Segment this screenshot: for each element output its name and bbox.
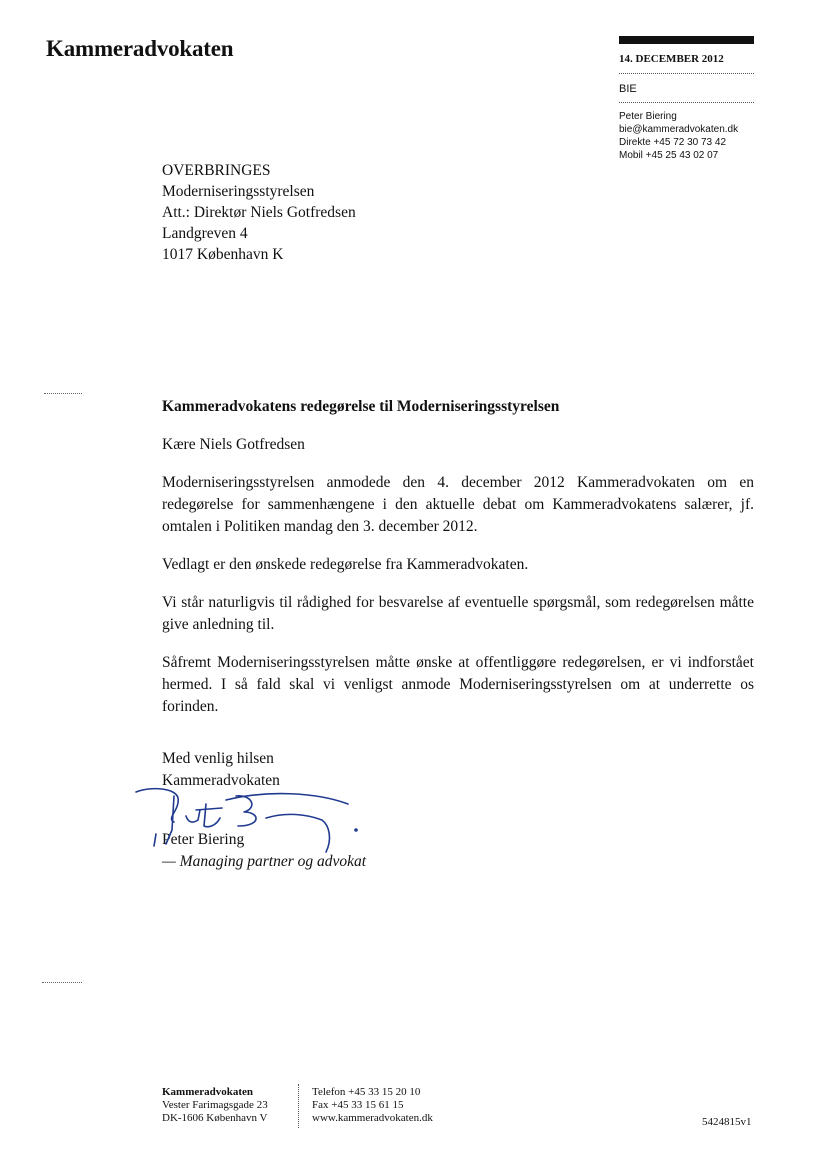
contact-email[interactable]: bie@kammeradvokaten.dk (619, 124, 739, 135)
recipient-address (162, 160, 356, 265)
recipient-city: 1017 København K (162, 246, 284, 263)
closing-greeting: Med venlig hilsen (162, 750, 274, 767)
paragraph: Moderniseringsstyrelsen anmodede den 4. december 2012 Kammeradvokaten om en redegørelse for sammenhængene i den aktuelle debat om Kammeradvokatens salærer, jf. omtalen i Politiken mandag den 3. december 2012. (162, 474, 754, 535)
letter-date: 14. DECEMBER 2012 (619, 53, 724, 65)
footer-divider (298, 1084, 299, 1128)
footer-address (162, 1086, 268, 1125)
signer-role: — Managing partner og advokat (162, 853, 367, 870)
paragraph: Vedlagt er den ønskede redegørelse fra Kammeradvokaten. (162, 556, 529, 573)
letter-body (162, 396, 754, 734)
paragraph: Såfremt Moderniseringsstyrelsen måtte ønske at offentliggøre redegørelsen, er vi indforstået hermed. I så fald skal vi venligst anmode Moderniseringsstyrelsen om at underrette os forinden. (162, 654, 754, 715)
fold-mark (44, 393, 82, 394)
recipient-organization: Moderniseringsstyrelsen (162, 183, 315, 200)
contact-direct-phone: Direkte +45 72 30 73 42 (619, 137, 727, 148)
divider (619, 102, 754, 103)
footer-fax: Fax +45 33 15 61 15 (312, 1099, 404, 1111)
paragraph: Vi står naturligvis til rådighed for besvarelse af eventuelle spørgsmål, som redegørelsen måtte give anledning til. (162, 594, 754, 633)
footer-company: Kammeradvokaten (162, 1086, 254, 1098)
contact-mobile-phone: Mobil +45 25 43 02 07 (619, 150, 719, 161)
divider (619, 73, 754, 74)
handwritten-signature (126, 782, 386, 872)
company-logo: Kammeradvokaten (46, 36, 234, 61)
header-bar (619, 36, 754, 44)
footer-city: DK-1606 København V (162, 1112, 268, 1124)
signer-name: Peter Biering (162, 831, 245, 848)
delivery-note: OVERBRINGES (162, 162, 271, 179)
reference-code: BIE (619, 83, 637, 95)
footer-website[interactable]: www.kammeradvokaten.dk (312, 1112, 433, 1124)
document-number: 5424815v1 (702, 1116, 752, 1128)
footer-phone: Telefon +45 33 15 20 10 (312, 1086, 421, 1098)
recipient-street: Landgreven 4 (162, 225, 248, 242)
contact-name: Peter Biering (619, 111, 677, 122)
footer-street: Vester Farimagsgade 23 (162, 1099, 268, 1111)
footer-contact (312, 1086, 433, 1125)
closing-company: Kammeradvokaten (162, 772, 280, 789)
contact-block (619, 110, 738, 162)
fold-mark (42, 982, 82, 983)
letter-subject: Kammeradvokatens redegørelse til Moderniseringsstyrelsen (162, 398, 560, 415)
recipient-attention: Att.: Direktør Niels Gotfredsen (162, 204, 356, 221)
salutation: Kære Niels Gotfredsen (162, 436, 305, 453)
